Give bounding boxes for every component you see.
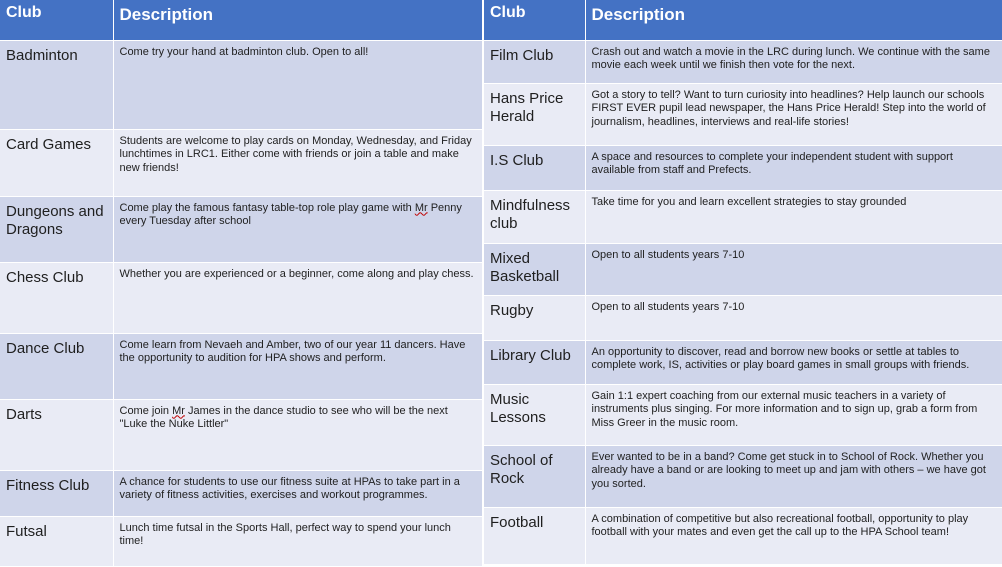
table-row: [484, 445, 1002, 507]
club-name: Chess Club: [0, 262, 113, 333]
club-name: Rugby: [484, 295, 585, 340]
table-row: [484, 145, 1002, 190]
club-name: Futsal: [0, 516, 113, 566]
table-row: [0, 516, 482, 566]
club-description: Gain 1:1 expert coaching from our external music teachers in a variety of instruments plus singing. For more information and to sign up, grab a form from Miss Greer in the music room.: [585, 384, 1002, 445]
club-description: A combination of competitive but also recreational football, opportunity to play football with your mates and even get the call up to the HPA School team!: [585, 507, 1002, 564]
description-text: Penny every Tuesday after school: [119, 201, 462, 227]
description-text: James in the dance studio to see who will be the next "Luke the Nuke Littler": [119, 404, 448, 430]
table-row: [0, 40, 482, 129]
header-description: Description: [113, 0, 482, 40]
club-description: Come try your hand at badminton club. Open to all!: [113, 40, 482, 129]
club-description: A space and resources to complete your independent student with support available from staff and Prefects.: [585, 145, 1002, 190]
club-description: [113, 196, 482, 262]
table-row: [0, 399, 482, 470]
club-description: Crash out and watch a movie in the LRC during lunch. We continue with the same movie each week until we finish then vote for the next.: [585, 40, 1002, 83]
table-row: [484, 83, 1002, 145]
club-name: Dance Club: [0, 333, 113, 399]
club-name: Hans Price Herald: [484, 83, 585, 145]
table-row: [484, 295, 1002, 340]
spellcheck-word: Mr: [172, 404, 185, 417]
club-description: A chance for students to use our fitness suite at HPAs to take part in a variety of fitness activities, exercises and workout programmes.: [113, 470, 482, 516]
table-row: [0, 196, 482, 262]
club-name: Football: [484, 507, 585, 564]
club-description: Come learn from Nevaeh and Amber, two of our year 11 dancers. Have the opportunity to audition for HPA shows and perform.: [113, 333, 482, 399]
table-row: [484, 384, 1002, 445]
club-description: Whether you are experienced or a beginner, come along and play chess.: [113, 262, 482, 333]
club-name: Film Club: [484, 40, 585, 83]
header-description: Description: [585, 0, 1002, 40]
club-name: School of Rock: [484, 445, 585, 507]
club-description: Open to all students years 7-10: [585, 243, 1002, 295]
club-name: Music Lessons: [484, 384, 585, 445]
table-row: [0, 129, 482, 196]
table-row: [0, 262, 482, 333]
table-row: [0, 333, 482, 399]
description-text: Come join: [119, 404, 173, 417]
header-row: [0, 0, 482, 40]
club-name: Card Games: [0, 129, 113, 196]
club-description: Students are welcome to play cards on Monday, Wednesday, and Friday lunchtimes in LRC1. Either come with friends or join a table and make new friends!: [113, 129, 482, 196]
club-description: Got a story to tell? Want to turn curiosity into headlines? Help launch our schools FIRST EVER pupil lead newspaper, the Hans Price Herald! Step into the world of journalism, headlines, interviews and real-life stories!: [585, 83, 1002, 145]
club-description: Lunch time futsal in the Sports Hall, perfect way to spend your lunch time!: [113, 516, 482, 566]
club-name: Mixed Basketball: [484, 243, 585, 295]
club-description: Take time for you and learn excellent strategies to stay grounded: [585, 190, 1002, 243]
table-row: [0, 470, 482, 516]
table-row: [484, 40, 1002, 83]
club-name: Mindfulness club: [484, 190, 585, 243]
table-row: [484, 340, 1002, 384]
header-club: Club: [0, 0, 113, 40]
club-description: [113, 399, 482, 470]
description-text: Come play the famous fantasy table-top role play game with: [119, 201, 415, 214]
header-row: [484, 0, 1002, 40]
club-description: Ever wanted to be in a band? Come get stuck in to School of Rock. Whether you already have a band or are looking to meet up and jam with others – we have got you sorted.: [585, 445, 1002, 507]
spellcheck-word: Mr: [414, 201, 428, 214]
club-description: Open to all students years 7-10: [585, 295, 1002, 340]
club-name: Fitness Club: [0, 470, 113, 516]
header-club: Club: [484, 0, 585, 40]
club-name: Badminton: [0, 40, 113, 129]
club-name: Darts: [0, 399, 113, 470]
table-row: [484, 190, 1002, 243]
clubs-table-left: [0, 0, 483, 567]
table-row: [484, 507, 1002, 564]
club-name: Library Club: [484, 340, 585, 384]
club-description: An opportunity to discover, read and borrow new books or settle at tables to complete work, IS, activities or play board games in small groups with friends.: [585, 340, 1002, 384]
club-name: Dungeons and Dragons: [0, 196, 113, 262]
club-name: I.S Club: [484, 145, 585, 190]
table-row: [484, 243, 1002, 295]
clubs-table-right: [484, 0, 1002, 565]
